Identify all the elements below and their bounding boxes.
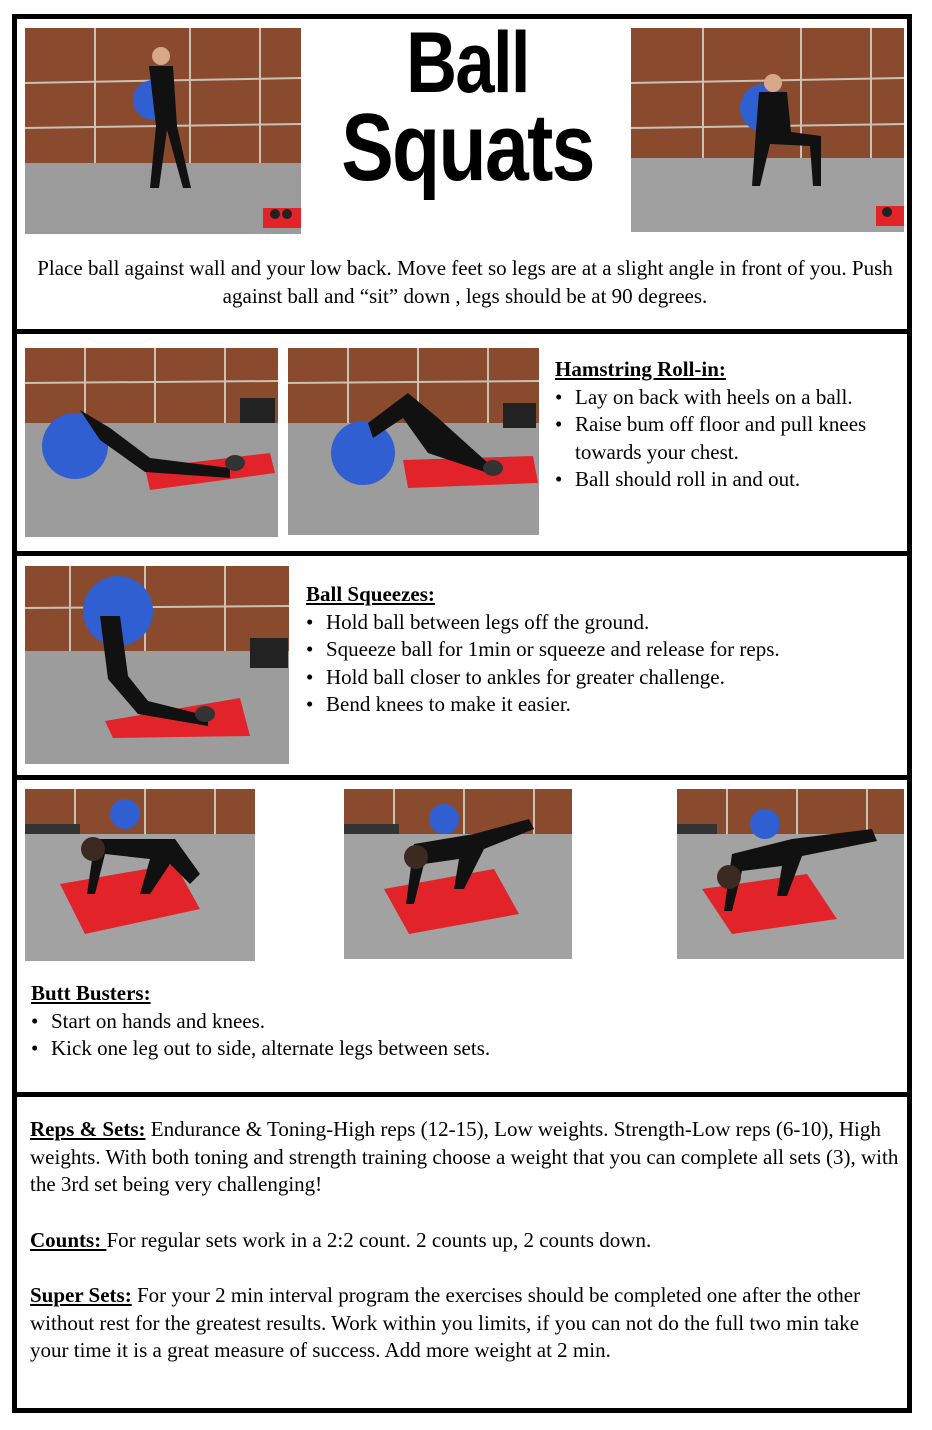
counts-text: For regular sets work in a 2:2 count. 2 counts up, 2 counts down. [106, 1228, 652, 1252]
reps-sets-text: Endurance & Toning-High reps (12-15), Low weights. Strength-Low reps (6-10), High weights. With both toning and strength training choose a weight that you can complete all sets (3), with the 3rd set being very challenging! [30, 1117, 899, 1196]
photo-ball-squeeze [25, 566, 289, 764]
page-title [305, 15, 630, 201]
photo-butt-buster-1 [25, 789, 255, 961]
counts-label: Counts: [30, 1228, 107, 1252]
list-item: • Squeeze ball for 1min or squeeze and release for reps. [306, 636, 900, 664]
hamstring-text [555, 356, 900, 494]
list-item: • Ball should roll in and out. [555, 466, 900, 494]
list-item: • Start on hands and knees. [31, 1008, 891, 1036]
photo-hamstring-2 [288, 348, 539, 535]
reps-sets-paragraph [30, 1116, 900, 1199]
counts-paragraph [30, 1227, 900, 1255]
hamstring-heading: Hamstring Roll-in: [555, 357, 726, 381]
list-item: • Hold ball closer to ankles for greater challenge. [306, 664, 900, 692]
intro-instructions: Place ball against wall and your low back. Move feet so legs are at a slight angle in front of you. Push against ball and “sit” down , legs should be at 90 degrees. [37, 256, 893, 308]
photo-hamstring-1 [25, 348, 278, 537]
list-item: • Lay on back with heels on a ball. [555, 384, 900, 412]
photo-squat-standing [25, 28, 301, 234]
photo-butt-buster-3 [677, 789, 904, 959]
title-line-2: Squats [341, 94, 594, 201]
photo-butt-buster-2 [344, 789, 572, 959]
title-line-1: Ball [406, 15, 529, 111]
squeezes-heading: Ball Squeezes: [306, 582, 435, 606]
list-item: • Hold ball between legs off the ground. [306, 609, 900, 637]
butt-heading: Butt Busters: [31, 981, 151, 1005]
butt-text [31, 980, 891, 1063]
squeezes-text [306, 581, 900, 719]
reps-sets-label: Reps & Sets: [30, 1117, 146, 1141]
super-sets-text: For your 2 min interval program the exercises should be completed one after the other without rest for the greatest results. Work within you limits, if you can not do the full two min take your time it is a great measure of success. Add more weight at 2 min. [30, 1283, 861, 1362]
super-sets-paragraph [30, 1282, 900, 1365]
super-sets-label: Super Sets: [30, 1283, 132, 1307]
list-item: • Bend knees to make it easier. [306, 691, 900, 719]
list-item: • Kick one leg out to side, alternate legs between sets. [31, 1035, 891, 1063]
squeezes-list [306, 609, 900, 719]
photo-squat-sitting [631, 28, 904, 232]
butt-list [31, 1008, 891, 1063]
hamstring-list [555, 384, 900, 494]
list-item: • Raise bum off floor and pull knees towards your chest. [555, 411, 900, 466]
